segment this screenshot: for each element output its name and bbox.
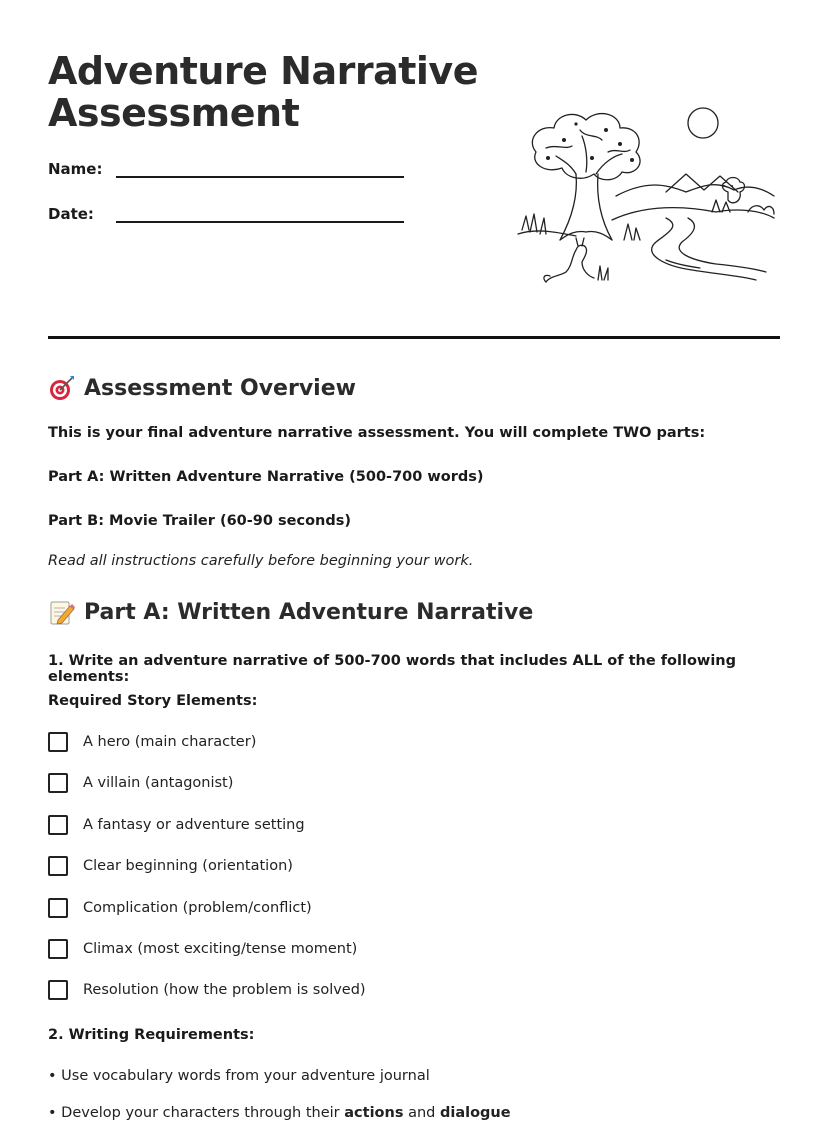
checklist-label: A hero (main character) xyxy=(83,734,257,750)
memo-pencil-icon xyxy=(48,598,76,626)
overview-heading xyxy=(48,374,356,402)
date-label: Date: xyxy=(48,205,94,223)
checkbox[interactable] xyxy=(48,732,68,752)
sun-icon xyxy=(688,108,718,138)
checkbox[interactable] xyxy=(48,773,68,793)
requirement-bullet: • Use vocabulary words from your adventure journal xyxy=(48,1068,430,1084)
name-line[interactable] xyxy=(116,162,404,178)
checkbox[interactable] xyxy=(48,898,68,918)
overview-heading-text: Assessment Overview xyxy=(84,375,356,401)
overview-intro: This is your final adventure narrative assessment. You will complete TWO parts: xyxy=(48,425,706,441)
landscape-illustration xyxy=(516,100,778,286)
checklist-label: A villain (antagonist) xyxy=(83,775,234,791)
part-a-heading-text: Part A: Written Adventure Narrative xyxy=(84,599,534,625)
title-line-1: Adventure Narrative xyxy=(48,49,478,93)
part-a-summary: Part A: Written Adventure Narrative (500-700 words) xyxy=(48,469,484,485)
checklist-item[interactable] xyxy=(48,773,233,793)
kangaroo-figure xyxy=(546,245,594,282)
name-field[interactable] xyxy=(48,160,404,178)
checklist-label: Complication (problem/conflict) xyxy=(83,900,312,916)
part-a-heading xyxy=(48,598,533,626)
checklist-label: A fantasy or adventure setting xyxy=(83,817,305,833)
bullet-bold-actions: actions xyxy=(344,1105,404,1121)
bullet-bold-dialogue: dialogue xyxy=(439,1105,511,1121)
part-b-summary: Part B: Movie Trailer (60-90 seconds) xyxy=(48,513,351,529)
checkbox[interactable] xyxy=(48,939,68,959)
instructions-note: Read all instructions carefully before beginning your work. xyxy=(48,553,474,569)
name-label: Name: xyxy=(48,160,103,178)
page-title xyxy=(48,50,478,134)
part-a-instruction: 1. Write an adventure narrative of 500-700 words that includes ALL of the following elements: xyxy=(48,653,736,685)
section-divider xyxy=(48,336,780,339)
checklist-item[interactable] xyxy=(48,939,357,959)
bullet-text: • Develop your characters through their xyxy=(48,1105,345,1121)
checklist-item[interactable] xyxy=(48,898,312,918)
checklist-item[interactable] xyxy=(48,856,293,876)
checklist-label: Climax (most exciting/tense moment) xyxy=(83,941,358,957)
writing-requirements-heading: 2. Writing Requirements: xyxy=(48,1027,255,1043)
checkbox[interactable] xyxy=(48,815,68,835)
required-elements-heading: Required Story Elements: xyxy=(48,693,258,709)
checklist-label: Clear beginning (orientation) xyxy=(83,858,293,874)
checklist-item[interactable] xyxy=(48,815,305,835)
date-field[interactable] xyxy=(48,205,404,223)
checkbox[interactable] xyxy=(48,856,68,876)
checklist-item[interactable] xyxy=(48,980,366,1000)
bullet-text-and: and xyxy=(403,1105,440,1121)
target-dart-icon xyxy=(48,374,76,402)
checklist-label: Resolution (how the problem is solved) xyxy=(83,982,366,998)
date-line[interactable] xyxy=(116,207,404,223)
title-line-2: Assessment xyxy=(48,91,300,135)
checkbox[interactable] xyxy=(48,980,68,1000)
requirement-bullet xyxy=(48,1105,511,1121)
checklist-item[interactable] xyxy=(48,732,256,752)
